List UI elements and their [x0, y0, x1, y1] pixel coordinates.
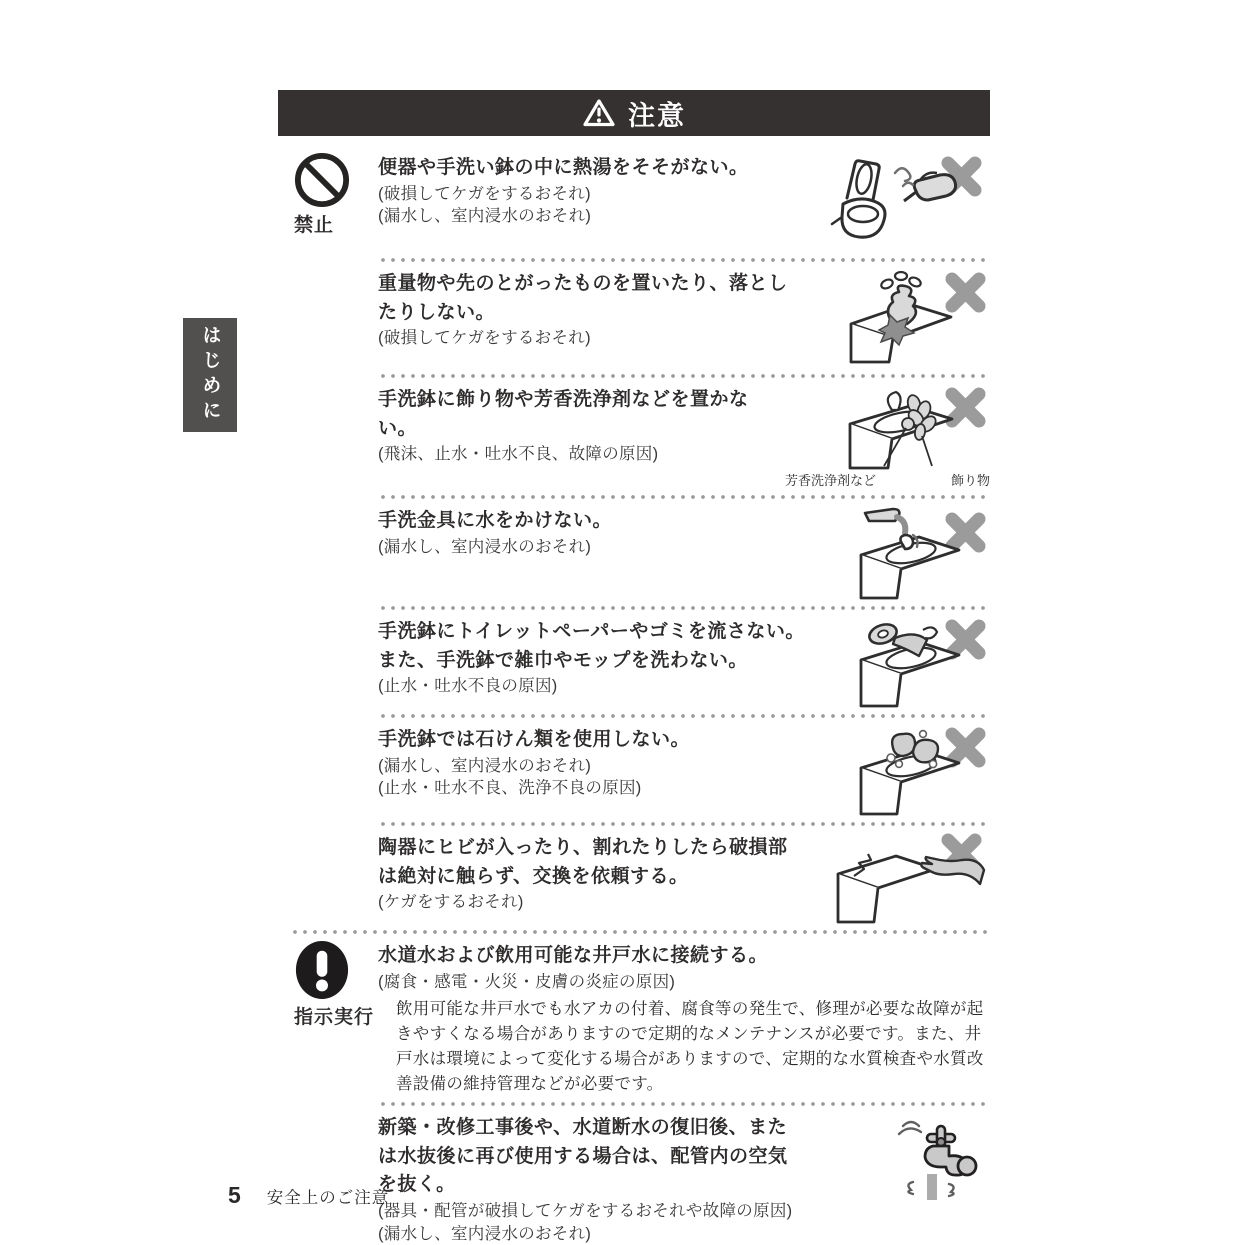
caution-item-water-on-faucet [278, 505, 990, 600]
x-mark-icon [952, 626, 979, 653]
caution-note: (飛沫、止水・吐水不良、故障の原因) [378, 445, 659, 463]
caution-item-decorations [278, 384, 990, 489]
pouring-hand-glyph [865, 509, 918, 549]
caution-heading: 手洗鉢では石けん類を使用しない。 [378, 729, 691, 750]
caution-text [378, 940, 990, 1096]
caution-note: (破損してケガをするおそれ) [378, 184, 591, 203]
decorations-illustration [820, 384, 990, 472]
caution-heading: 手洗鉢にトイレットペーパーやゴミを流さない。また、手洗鉢で雑巾やモップを洗わない。 [378, 621, 805, 671]
caution-heading: 新築・改修工事後や、水道断水の復旧後、または水抜後に再び使用する場合は、配管内の空気を抜く。 [378, 1117, 788, 1196]
dotted-separator [378, 822, 990, 826]
caution-item-toilet-paper [278, 616, 990, 708]
dotted-separator [378, 1102, 990, 1106]
caution-banner [278, 90, 990, 136]
caution-text [378, 384, 780, 466]
dotted-separator [378, 258, 990, 262]
heavy-object-illustration [835, 268, 990, 368]
faucet-air-bleed-illustration [875, 1112, 990, 1207]
prohibition-icon-label: 禁止 [294, 215, 335, 236]
illustration-area [805, 616, 990, 708]
dotted-separator [378, 495, 990, 499]
caution-banner-title: 注意 [628, 100, 686, 131]
caption-decoration: 飾り物 [950, 473, 990, 488]
toilet-hot-water-illustration [815, 152, 990, 252]
caution-paragraph: 飲用可能な井戸水でも水アカの付着、腐食等の発生で、修理が必要な故障が起きやすくなる場合がありますので定期的なメンテナンスが必要です。また、井戸水は環境によって変化する場合がありますので、定期的な水質検査や水質改善設備の維持管理などが必要です。 [396, 1000, 984, 1093]
caution-note: (ケガをするおそれ) [378, 893, 524, 911]
caution-heading: 重量物や先のとがったものを置いたり、落としたりしない。 [378, 273, 788, 323]
illustration-area [805, 832, 990, 924]
toilet-paper-illustration [835, 616, 990, 708]
illustration-area [805, 505, 990, 600]
caution-heading: 水道水および飲用可能な井戸水に接続する。 [378, 945, 769, 966]
caption-deodorizer: 芳香洗浄剤など [785, 473, 877, 488]
instruction-symbol [278, 940, 378, 1029]
caution-note: (漏水し、室内浸水のおそれ) [378, 1224, 592, 1243]
caution-item-hot-water [278, 152, 990, 252]
page-footer [228, 1182, 389, 1209]
caution-note: (破損してケガをするおそれ) [378, 329, 591, 347]
caution-heading: 手洗鉢に飾り物や芳香洗浄剤などを置かない。 [378, 389, 749, 439]
reaching-hand-glyph [921, 857, 984, 884]
warning-triangle-icon [582, 98, 616, 128]
steam-glyph [895, 168, 913, 186]
caution-text [378, 832, 805, 914]
caution-item-heavy-objects [278, 268, 990, 368]
caution-items-list [278, 152, 990, 1245]
caution-heading: 手洗金具に水をかけない。 [378, 510, 613, 531]
caution-item-soap [278, 724, 990, 816]
dotted-separator-wide [290, 930, 990, 934]
caution-text [378, 268, 805, 350]
caution-note: (漏水し、室内浸水のおそれ) [378, 537, 592, 556]
kettle-glyph [904, 173, 956, 201]
caution-text [378, 505, 805, 558]
caution-note: (漏水し、室内浸水のおそれ) [378, 207, 592, 226]
caution-item-air-bleed [278, 1112, 990, 1245]
caution-item-water-supply [278, 940, 990, 1096]
x-mark-icon [952, 279, 979, 306]
caution-note: (器具・配管が破損してケガをするおそれや故障の原因) [378, 1201, 793, 1220]
caution-item-cracked-ceramic [278, 832, 990, 924]
caution-heading: 陶器にヒビが入ったり、割れたりしたら破損部は絶対に触らず、交換を依頼する。 [378, 837, 788, 887]
instruction-icon [294, 940, 350, 1000]
footer-section-title: 安全上のご注意 [266, 1189, 390, 1207]
water-on-faucet-illustration [835, 505, 990, 600]
faucet-glyph [899, 1122, 976, 1200]
illustration-captions [785, 470, 990, 489]
x-mark-icon [952, 519, 979, 546]
caution-note: (漏水し、室内浸水のおそれ) [378, 756, 592, 775]
illustration-area [805, 268, 990, 368]
caution-note: (止水・吐水不良、洗浄不良の原因) [378, 779, 642, 798]
chapter-tab-hajimeni [183, 318, 237, 432]
caution-note: (止水・吐水不良の原因) [378, 677, 558, 695]
dotted-separator [378, 714, 990, 718]
illustration-area [805, 152, 990, 252]
chapter-tab-label: はじめに [199, 325, 221, 425]
caution-text [378, 616, 805, 698]
prohibition-symbol [278, 152, 378, 237]
illustration-area [780, 384, 990, 489]
illustration-area [805, 1112, 990, 1207]
caution-note: (腐食・感電・火災・皮膚の炎症の原因) [378, 972, 676, 991]
dotted-separator [378, 606, 990, 610]
instruction-icon-label: 指示実行 [294, 1007, 375, 1028]
page-number: 5 [228, 1182, 241, 1208]
dotted-separator [378, 374, 990, 378]
soap-illustration [835, 724, 990, 816]
caution-text [378, 152, 805, 228]
caution-heading: 便器や手洗い鉢の中に熱湯をそそがない。 [378, 157, 749, 178]
caution-text [378, 1112, 805, 1245]
x-mark-icon [952, 394, 979, 421]
cracked-ceramic-illustration [820, 832, 990, 924]
prohibition-icon [294, 152, 350, 208]
caution-text [378, 724, 805, 800]
x-mark-icon [952, 734, 979, 761]
illustration-area [805, 724, 990, 816]
